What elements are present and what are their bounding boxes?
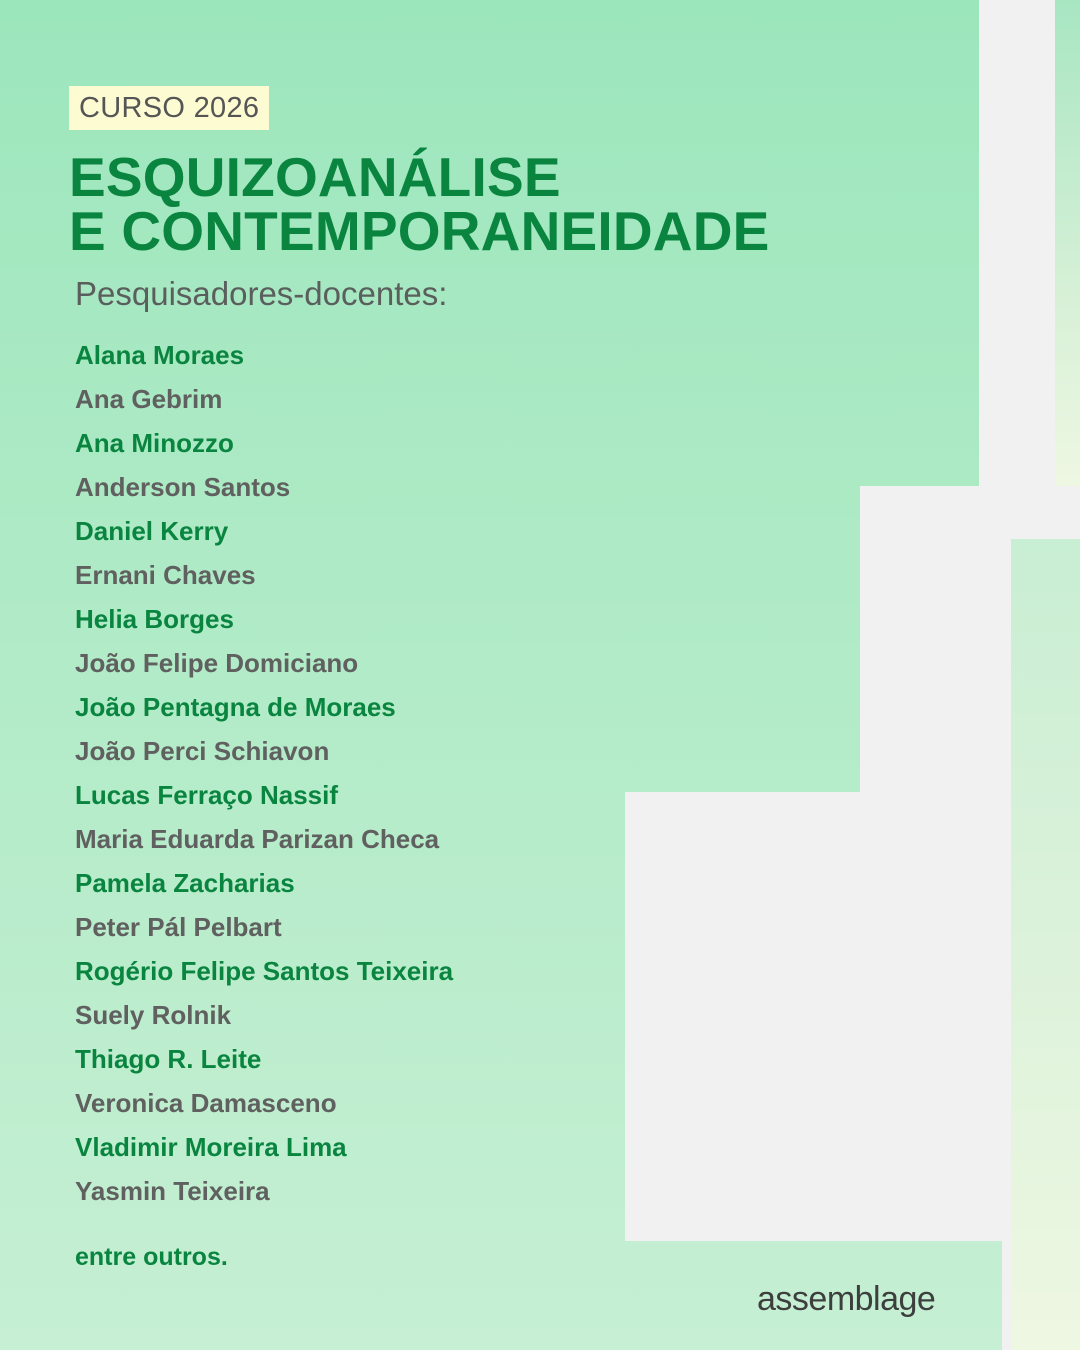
faculty-name: João Felipe Domiciano xyxy=(75,648,359,678)
faculty-name: Suely Rolnik xyxy=(75,1000,232,1030)
faculty-name: João Pentagna de Moraes xyxy=(75,692,396,722)
faculty-name: Rogério Felipe Santos Teixeira xyxy=(75,956,454,986)
faculty-name: Alana Moraes xyxy=(75,340,245,370)
faculty-name: Veronica Damasceno xyxy=(75,1088,337,1118)
course-title-line-2: E CONTEMPORANEIDADE xyxy=(69,200,770,262)
course-year-tag: CURSO 2026 xyxy=(69,86,269,130)
faculty-name: João Perci Schiavon xyxy=(75,736,330,766)
faculty-name: Ana Gebrim xyxy=(75,384,223,414)
right-accent-strip-top xyxy=(1055,0,1080,486)
faculty-name: Ernani Chaves xyxy=(75,560,256,590)
faculty-heading: Pesquisadores-docentes: xyxy=(75,275,448,312)
faculty-name: Peter Pál Pelbart xyxy=(75,912,282,942)
faculty-list xyxy=(75,333,453,1213)
course-title-line-1: ESQUIZOANÁLISE xyxy=(69,146,561,208)
faculty-name: Lucas Ferraço Nassif xyxy=(75,780,339,810)
faculty-name: Anderson Santos xyxy=(75,472,291,502)
assemblage-logo: assemblage xyxy=(757,1280,936,1318)
right-accent-strip-bottom xyxy=(1011,539,1080,1350)
faculty-name: Yasmin Teixeira xyxy=(75,1176,270,1206)
faculty-name: Thiago R. Leite xyxy=(75,1044,262,1074)
faculty-name: Ana Minozzo xyxy=(75,428,234,458)
course-title xyxy=(69,146,770,262)
faculty-name: Daniel Kerry xyxy=(75,516,229,546)
faculty-name: Pamela Zacharias xyxy=(75,868,295,898)
faculty-name: Maria Eduarda Parizan Checa xyxy=(75,824,440,854)
footnote-others: entre outros. xyxy=(75,1243,228,1271)
faculty-name: Helia Borges xyxy=(75,604,234,634)
faculty-name: Vladimir Moreira Lima xyxy=(75,1132,347,1162)
